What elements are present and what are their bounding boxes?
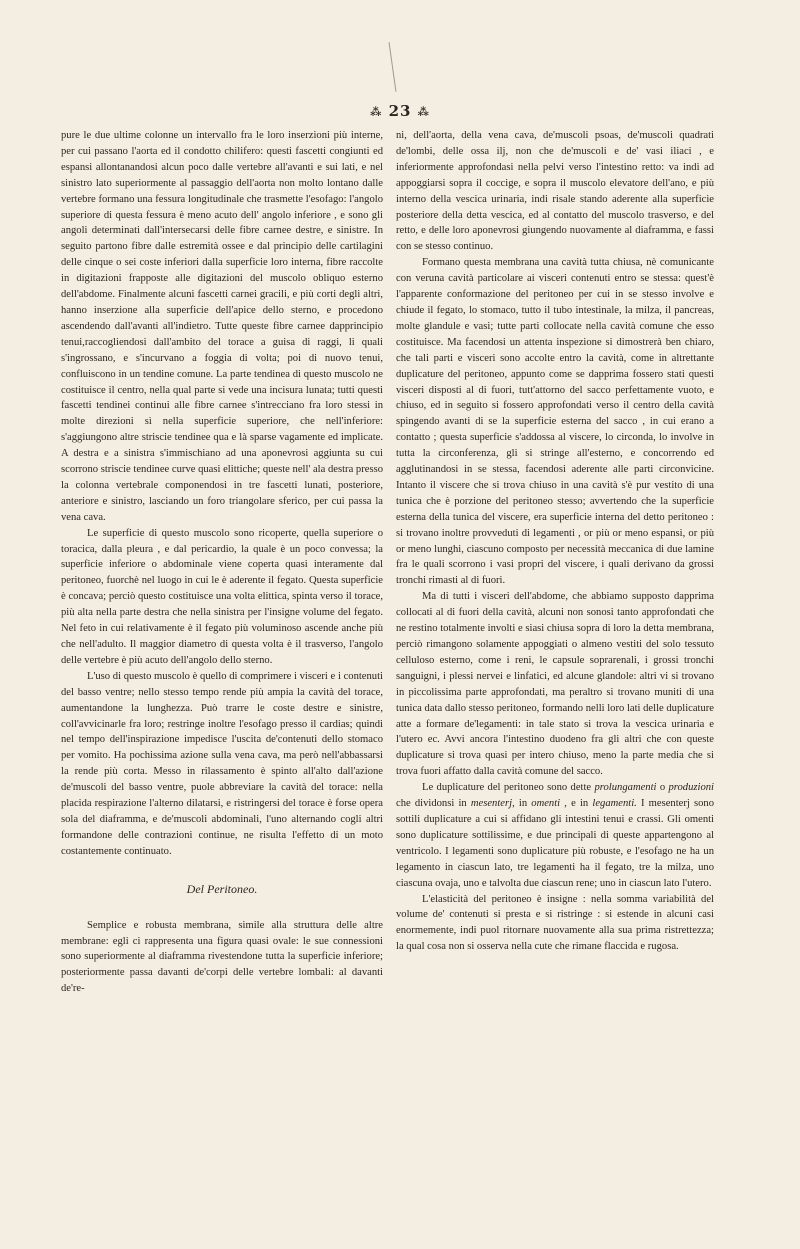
italic-term: mesenterj bbox=[470, 798, 513, 810]
page-number bbox=[0, 102, 800, 120]
left-paragraph-2: Le superficie di questo muscolo sono ricoperte, quella superiore o toracica, dalla pleura , e dal pericardio, la quale è un poco convessa; la superficie inferiore o abdominale viene coperta quasi interamente dal peritoneo, fuorchè nel luogo in cui le è aderente il fegato. Questa superficie è concava; perciò questo costituisce una volta elittica, spinta verso il torace, più alta nella parte destra che nella sinistra per l'insigne volume del fegato. Nel feto in cui relativamente è il fegato più voluminoso ascende anche più che nell'adulto. Il maggior diametro di questa volta è il trasverso, l'angolo delle vertebre è più acuto dell'angolo dello sterno. bbox=[61, 527, 383, 666]
left-ornament-icon: ⁂ bbox=[370, 105, 383, 119]
right-column bbox=[396, 128, 714, 955]
text-run: che dividonsi in bbox=[396, 798, 471, 810]
section-heading: Del Peritoneo. bbox=[186, 881, 258, 896]
right-paragraph-1: ni, dell'aorta, della vena cava, de'muscoli psoas, de'muscoli quadrati de'lombi, delle ossa ilj, non che de'muscoli e de' vasi iliaci , e inferiormente approfondasi nella pelvi verso l'intestino retto: va indi ad appoggiarsi sopra il coccige, e sopra il muscolo elevatore dell'ano, e più interno della vescica urinaria, indi risale stando aderente alla superficie posteriore della detta vescica, ed al contatto del muscolo trasverso, e del retto, e delle loro aponevrosi giungendo nuovamente al diaframma, e fassi con se stesso continuo. bbox=[396, 130, 714, 253]
right-paragraph-2: Formano questa membrana una cavità tutta chiusa, nè comunicante con veruna cavità particolare ai visceri contenuti entro se stessa: quest'è l'apparente conformazione del peritoneo per cui in se stesso involve e chiude il fegato, lo stomaco, tutto il tubo intestinale, la milza, il pancreas, molte glandule e vasi; tutte parti collocate nella cavità comune che esso costituisce. Ma facendosi un attenta inspezione si dimostrerà ben chiaro, che tali parti e visceri sono accolte entro la cavità, come in altrettante duplicature del peritoneo, appunto come se dapprima fossero stati questi visceri disposti al di fuori, tutt'attorno del sacco perfettamente vuoto, e chiuso, ed in seguito si fossero approfondati verso il centro della cavità spingendo avanti di se la superficie esterna del sacco , in cui erano a contatto ; questa superficie s'addossa al viscere, lo circonda, lo involve in tutta la circonferenza, gli si stringe all'esterno, e concorrendo ed agglutinandosi in se stessa, facendosi aderente alle parti circonvicine. Intanto il viscere che si trova chiuso in una cavità s'è pur vestito di una tunica che è porzione del peritoneo stesso; avvertendo che la superficie esterna della tunica del viscere, era superficie interna del detto peritoneo : si trovano inoltre provveduti di legamenti , or più or meno espansi, or più or meno lunghi, ciascuno composto per necessità meccanica di due lamine fra le quali scorrono i vasi propri del viscere, i quali derivano da grossi tronchi rimasti al di fuori. bbox=[396, 257, 714, 587]
text-run: Le duplicature del peritoneo sono dette bbox=[422, 782, 595, 794]
left-paragraph-4: Semplice e robusta membrana, simile alla struttura delle altre membrane: egli ci rappresenta una figura quasi ovale: le sue connessioni sono superiormente al diaframma rivestendone tutta la superficie inferiore; posteriormente passa davanti de'corpi delle vertebre lombali: al davanti de're- bbox=[61, 919, 383, 995]
left-column bbox=[61, 128, 383, 997]
left-paragraph-1: pure le due ultime colonne un intervallo fra le loro inserzioni più interne, per cui passano l'aorta ed il condotto chilifero: questi fascetti congiunti ed espansi allontanandosi alcun poco dalle vertebre all'avanti e sui lati, e nel sinistro lato superiormente al passaggio dell'aorta non molto lontano dalle vertebre formano una fessura longitudinale che trasmette l'esofago: l'angolo superiore di questa fessura è meno acuto dell' angolo inferiore , e sono gli angoli determinati dall'intersecarsi delle fibre carnee destre, e sinistre. In seguito partono fibre dalle estremità ossee e dal principio delle cartilagini delle cinque o sei coste inferiori dalla superficie loro interna, fibre raccolte in digitazioni frapposte alle digitazioni del muscolo obliquo esterno dell'abdome. Finalmente alcuni fascetti carnei gracili, e più corti degli altri, hanno inserzione alla superficie dell'apice dello sterno, e procedono ascendendo dall'avanti all'indietro. Tutte queste fibre carnee dapprincipio tenui,raccogliendosi dall'ambito del torace a guisa di raggi, li quali s'ingrossano, e s'incurvano a foggia di volta; poi di nuovo tenui, confluiscono in un tendine comune. La parte tendinea di questo muscolo ne costituisce il centro, nella qual parte si vede una incisura lunata; tutti questi fascetti tendinei continui alle fibre carnee s'intrecciano fra loro stessi in molte direzioni sì nella superficie superiore, che nell'inferiore: s'aggiungono altre striscie tendinee qua e là sparse vagamente ed implicate. A destra e a sinistra s'immischiano ad una aponevrosi aggiunta su cui scorrono striscie tendinee curve quasi elittiche; queste nell' ala destra presso la colonna vertebrale componendosi in tre fascetti lunati, posteriore, anteriore e sinistro, lasciando un foro triangolare sferico, per cui passa la vena cava. bbox=[61, 130, 383, 523]
text-run: , in bbox=[512, 798, 532, 810]
right-ornament-icon: ⁂ bbox=[417, 105, 430, 119]
pencil-mark bbox=[389, 42, 397, 92]
text-run: I mesenterj sono sottili duplicature a cui si affidano gli intestini tenui e crassi. Gli omenti sono duplicature sottilissime, e due principali di queste appartengono al ventricolo. I legamenti sono duplicature più robuste, e l'esofago ne ha un legamento in ciascun lato, tre legamenti ha il fegato, tre la milza, uno ciascuna ovaja, uno e talvolta due ciascun rene; uno in ciascun lato l'utero. bbox=[396, 798, 715, 889]
page-number-value: 23 bbox=[388, 102, 412, 120]
italic-term: produzioni bbox=[668, 782, 715, 794]
text-run: o bbox=[656, 782, 669, 794]
italic-term: omenti bbox=[531, 798, 561, 810]
italic-term: legamenti. bbox=[592, 798, 637, 810]
text-run: , e in bbox=[560, 798, 593, 810]
right-paragraph-3: Ma di tutti i visceri dell'abdome, che abbiamo supposto dapprima collocati al di fuori della cavità, alcuni non sonosi tanto approfondati che ne restino totalmente involti e siasi chiusa sopra di loro la detta membrana, perciò rimangono solamente appoggiati o almeno vestiti del solo tessuto celluloso esterno, come i reni, le capsule soprarenali, i grossi tronchi sanguigni, i plessi nervei e linfatici, ed alcune glandole: altri vi si trovano in piccolissima parte approfondati, ma peraltro si trovano muniti di una tunica data dallo stesso peritoneo, formando nelli loro lati delle duplicature atte a formare de'legamenti: in tale stato si trova la vescica urinaria e l'utero ec. Avvi ancora l'intestino duodeno fra gli altri che con queste duplicature si trova quasi per intero chiuso, meno la parte media che si trova fuori affatto dalla cavità comune del sacco. bbox=[396, 591, 715, 778]
right-paragraph-4 bbox=[396, 780, 714, 891]
right-paragraph-5: L'elasticità del peritoneo è insigne : nella somma variabilità del volume de' contenuti si presta e si ristringe : si estende in alcuni casi enormemente, indi puol ritornare nuovamente alla sua prima ristrettezza; la qual cosa non si osserva nella cute che rimane flaccida e rugosa. bbox=[396, 893, 714, 953]
left-paragraph-3: L'uso di questo muscolo è quello di comprimere i visceri e i contenuti del basso ventre; nello stesso tempo rende più ampia la cavità del torace, aumentandone la lunghezza. Può trarre le coste destre e sinistre, coll'avvicinarle fra loro; restringe inoltre l'esofago presso il cardias; quindi nel tempo dell'inspirazione impedisce l'uscita de'contenuti dello stomaco per vomito. Ha pochissima azione sulla vena cava, ma però nell'abbassarsi la rende più corta. Messo in rilassamento è spinto all'alto dall'azione de'muscoli del basso ventre, puole abbreviare la cavità del torace: nella placida respirazione l'alterno dilatarsi, e ristringersi del torace è forse opera sola del diaframma, e de'muscoli abdominali, l'uno alternando cogli altri formandone delle contrazioni continue, ne risulta l'effetto di un moto costantemente continuato. bbox=[61, 670, 383, 857]
italic-term: prolungamenti bbox=[594, 782, 657, 794]
